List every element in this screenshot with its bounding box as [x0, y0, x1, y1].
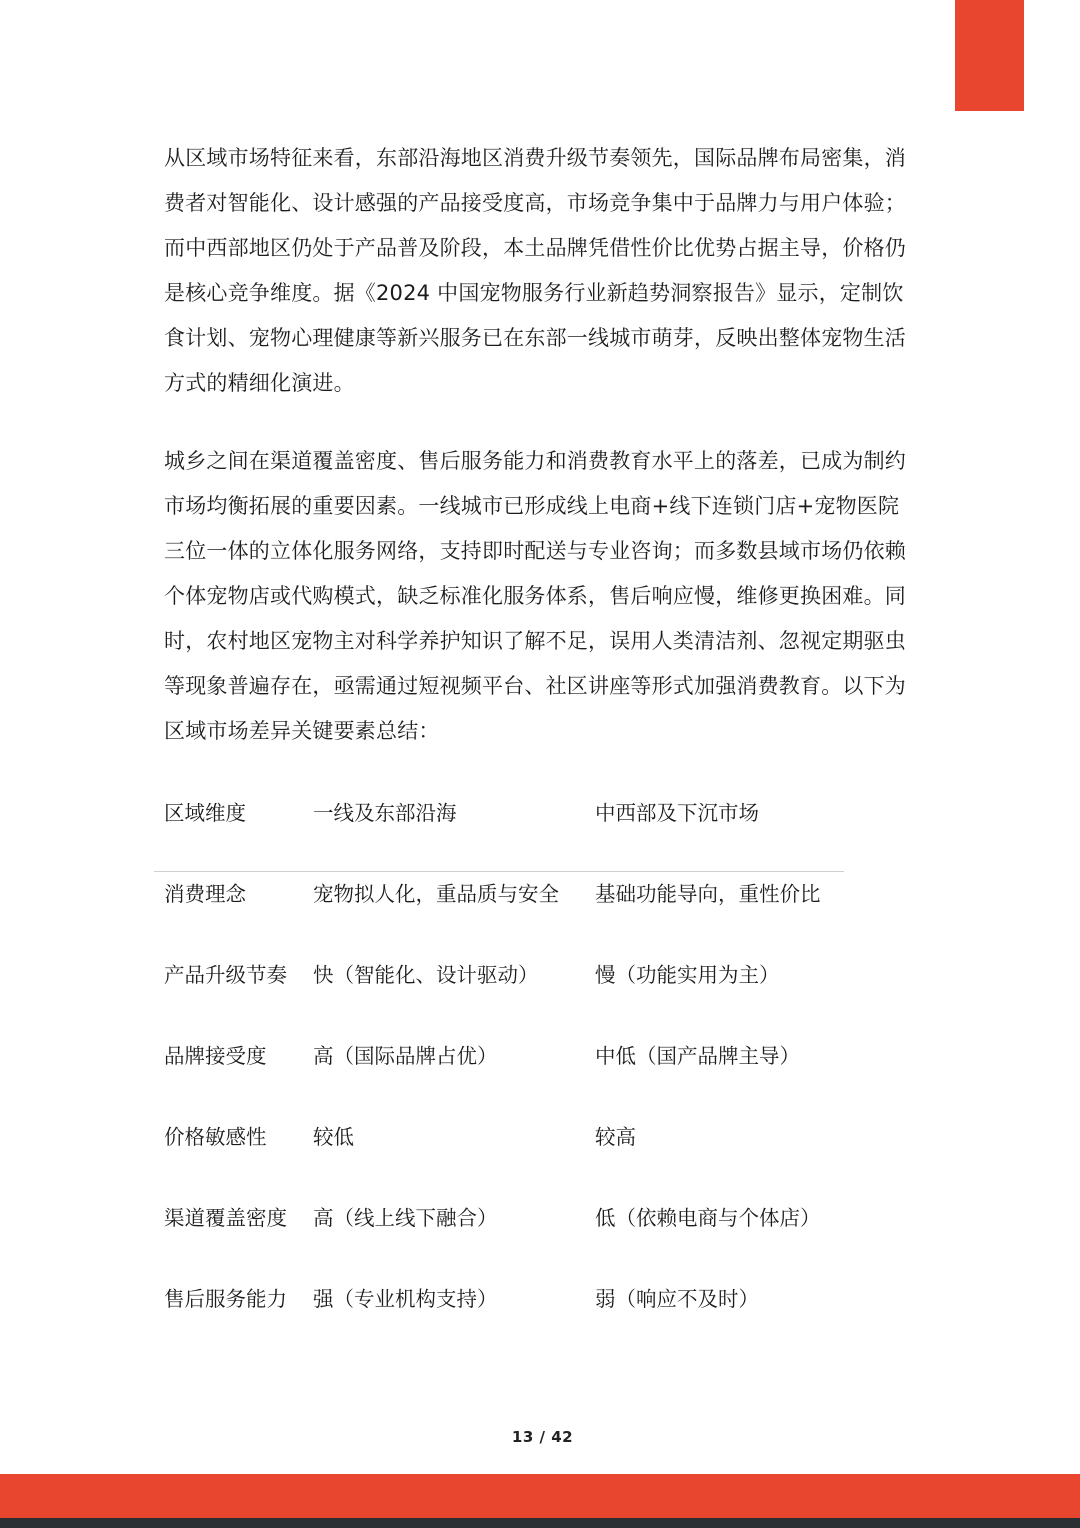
table-cell: 高（国际品牌占优）	[313, 1044, 498, 1068]
table-divider	[154, 871, 844, 872]
regional-comparison-table	[154, 790, 844, 1357]
table-cell: 慢（功能实用为主）	[595, 963, 780, 987]
table-cell: 价格敏感性	[164, 1125, 267, 1149]
paragraph-regional-features: 从区域市场特征来看，东部沿海地区消费升级节奏领先，国际品牌布局密集，消费者对智能化、设计感强的产品接受度高，市场竞争集中于品牌力与用户体验；而中西部地区仍处于产品普及阶段，本土品牌凭借性价比优势占据主导，价格仍是核心竞争维度。据《2024 中国宠物服务行业新趋势洞察报告》显示，定制饮食计划、宠物心理健康等新兴服务已在东部一线城市萌芽，反映出整体宠物生活方式的精细化演进。	[164, 146, 906, 395]
table-cell: 高（线上线下融合）	[313, 1206, 498, 1230]
table-cell: 中低（国产品牌主导）	[595, 1044, 800, 1068]
corner-accent-tab	[955, 0, 1024, 111]
table-row	[154, 871, 844, 952]
table-cell: 渠道覆盖密度	[164, 1206, 287, 1230]
table-cell: 较高	[595, 1125, 636, 1149]
table-header-cell: 一线及东部沿海	[313, 801, 457, 825]
table-cell: 品牌接受度	[164, 1044, 267, 1068]
table-cell: 产品升级节奏	[164, 963, 287, 987]
table-row	[154, 1114, 844, 1195]
table-cell: 基础功能导向，重性价比	[595, 882, 821, 906]
paragraph-urban-rural-gap: 城乡之间在渠道覆盖密度、售后服务能力和消费教育水平上的落差，已成为制约市场均衡拓展的重要因素。一线城市已形成线上电商+线下连锁门店+宠物医院三位一体的立体化服务网络，支持即时配送与专业咨询；而多数县域市场仍依赖个体宠物店或代购模式，缺乏标准化服务体系，售后响应慢，维修更换困难。同时，农村地区宠物主对科学养护知识了解不足，误用人类清洁剂、忽视定期驱虫等现象普遍存在，亟需通过短视频平台、社区讲座等形式加强消费教育。以下为区域市场差异关键要素总结：	[164, 449, 906, 743]
table-cell: 低（依赖电商与个体店）	[595, 1206, 821, 1230]
table-row	[154, 1276, 844, 1357]
table-header-row	[154, 790, 844, 871]
table-cell: 较低	[313, 1125, 354, 1149]
footer-dark-strip	[0, 1518, 1080, 1528]
table-header-cell: 区域维度	[164, 801, 246, 825]
table-row	[154, 1033, 844, 1114]
table-cell: 快（智能化、设计驱动）	[313, 963, 539, 987]
table-row	[154, 952, 844, 1033]
table-cell: 宠物拟人化，重品质与安全	[313, 882, 559, 906]
table-header-cell: 中西部及下沉市场	[595, 801, 759, 825]
table-cell: 强（专业机构支持）	[313, 1287, 498, 1311]
table-cell: 弱（响应不及时）	[595, 1287, 759, 1311]
table-cell: 售后服务能力	[164, 1287, 287, 1311]
table-cell: 消费理念	[164, 882, 246, 906]
page-number: 13 / 42	[511, 1428, 574, 1446]
table-row	[154, 1195, 844, 1276]
footer-accent-bar	[0, 1474, 1080, 1518]
